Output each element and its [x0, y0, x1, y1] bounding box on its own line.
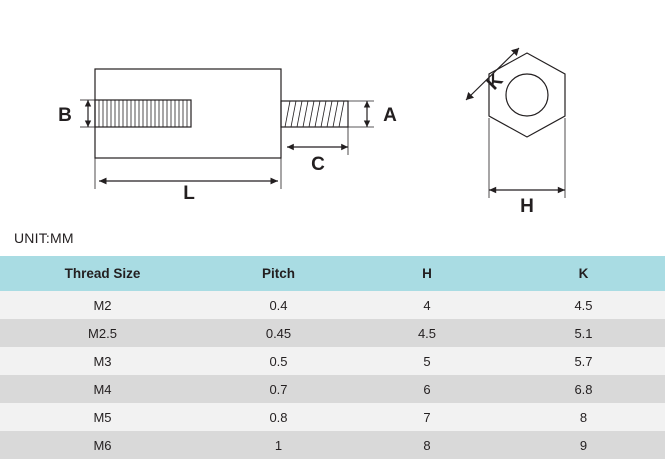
spec-table	[0, 256, 665, 459]
cell-thread-size: M6	[0, 431, 205, 459]
table-row	[0, 431, 665, 459]
external-thread-hatch	[285, 101, 344, 127]
hex-bore-circle	[506, 74, 548, 116]
table-row	[0, 291, 665, 319]
cell-thread-size: M2	[0, 291, 205, 319]
cell-thread-size: M3	[0, 347, 205, 375]
cell-pitch: 0.4	[205, 291, 352, 319]
table-row	[0, 375, 665, 403]
column-header-h: H	[352, 256, 502, 291]
dim-l-arrow-right	[271, 178, 279, 185]
cell-h: 4	[352, 291, 502, 319]
cell-k: 6.8	[502, 375, 665, 403]
cell-k: 5.1	[502, 319, 665, 347]
cell-pitch: 0.45	[205, 319, 352, 347]
dim-a-arrow-bottom	[364, 121, 370, 128]
table-row	[0, 319, 665, 347]
dim-label-h: H	[520, 196, 534, 217]
cell-k: 8	[502, 403, 665, 431]
cell-h: 7	[352, 403, 502, 431]
cell-k: 4.5	[502, 291, 665, 319]
dim-label-l: L	[183, 183, 195, 204]
dim-label-c: C	[311, 154, 325, 175]
cell-h: 4.5	[352, 319, 502, 347]
dim-b-arrow-top	[85, 100, 91, 107]
cell-k: 9	[502, 431, 665, 459]
cell-thread-size: M2.5	[0, 319, 205, 347]
cell-k: 5.7	[502, 347, 665, 375]
cell-h: 8	[352, 431, 502, 459]
dim-b-arrow-bottom	[85, 121, 91, 128]
cell-pitch: 0.5	[205, 347, 352, 375]
cell-h: 6	[352, 375, 502, 403]
unit-note: UNIT:MM	[14, 230, 74, 246]
table-row	[0, 403, 665, 431]
cell-pitch: 0.7	[205, 375, 352, 403]
dim-h-arrow-right	[558, 187, 565, 194]
table-header-row	[0, 256, 665, 291]
cell-h: 5	[352, 347, 502, 375]
dim-a-arrow-top	[364, 101, 370, 108]
cell-pitch: 0.8	[205, 403, 352, 431]
technical-drawing	[0, 0, 665, 222]
standoff-drawing-svg	[0, 0, 665, 222]
dim-c-arrow-left	[287, 144, 294, 150]
dim-c-arrow-right	[341, 144, 348, 150]
dim-label-a: A	[383, 105, 397, 126]
cell-thread-size: M5	[0, 403, 205, 431]
dim-label-b: B	[58, 105, 72, 126]
table-row	[0, 347, 665, 375]
column-header-k: K	[502, 256, 665, 291]
column-header-thread-size: Thread Size	[0, 256, 205, 291]
cell-pitch: 1	[205, 431, 352, 459]
dim-h-arrow-left	[489, 187, 496, 194]
dim-l-arrow-left	[99, 178, 107, 185]
external-thread-outline	[281, 101, 348, 127]
internal-thread-hatch	[99, 100, 187, 127]
dim-label-k: K	[482, 69, 508, 95]
column-header-pitch: Pitch	[205, 256, 352, 291]
cell-thread-size: M4	[0, 375, 205, 403]
